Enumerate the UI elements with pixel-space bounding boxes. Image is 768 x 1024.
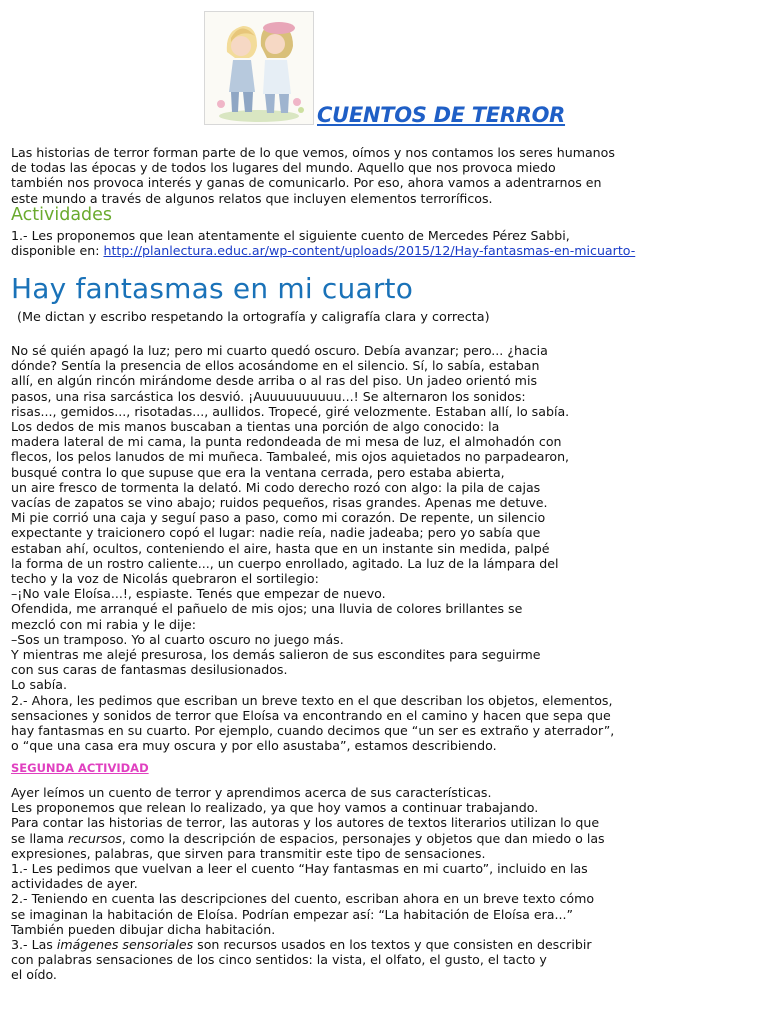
story-line: –¡No vale Eloísa...!, espiaste. Tenés que empezar de nuevo. (11, 586, 386, 602)
second-activity-line: el oído. (11, 967, 57, 983)
activity-1-source-line (11, 243, 661, 258)
story-line: estaban ahí, ocultos, conteniendo el aire, hasta que en un instante sin medida, palpé (11, 540, 550, 556)
second-activity-line: Les proponemos que relean lo realizado, ya que hoy vamos a continuar trabajando. (11, 800, 539, 816)
second-activity-line (11, 937, 651, 952)
second-activity-line: actividades de ayer. (11, 876, 138, 892)
story-link[interactable]: http://planlectura.educ.ar/wp-content/uploads/2015/12/Hay-fantasmas-en-micuarto- (103, 243, 636, 259)
emphasis-imagenes-sensoriales: imágenes sensoriales (56, 937, 194, 953)
activities-text (11, 228, 661, 258)
activities-heading: Actividades (11, 205, 113, 225)
story-line: la forma de un rostro caliente..., un cuerpo enrollado, agitado. La luz de la lámpara del (11, 555, 559, 571)
story-line: flecos, los pelos lanudos de mi muñeca. Tambaleé, mis ojos aquietados no parpadearon, (11, 449, 570, 465)
story-line: Lo sabía. (11, 677, 67, 693)
story-title: Hay fantasmas en mi cuarto (11, 272, 414, 305)
story-line: No sé quién apagó la luz; pero mi cuarto quedó oscuro. Debía avanzar; pero... ¿hacia (11, 343, 548, 358)
story-line: allí, en algún rincón mirándome desde arriba o al ras del piso. Un jadeo orientó mis (11, 373, 538, 389)
story-line: dónde? Sentía la presencia de ellos acosándome en el silencio. Sí, lo sabía, estaban (11, 358, 540, 374)
story-line: techo y la voz de Nicolás quebraron el sortilegio: (11, 571, 319, 587)
line-segment: 3.- Las (11, 937, 57, 953)
activity-2-line: 2.- Ahora, les pedimos que escriban un breve texto en el que describan los objetos, elementos, (11, 692, 613, 708)
story-line: con sus caras de fantasmas desilusionados. (11, 662, 288, 678)
story-line: vacías de zapatos se vino abajo; ruidos pequeños, risas grandes. Apenas me detuve. (11, 495, 548, 511)
story-line: mezcló con mi rabia y le dije: (11, 616, 196, 632)
second-activity-line: 1.- Les pedimos que vuelvan a leer el cuento “Hay fantasmas en mi cuarto”, incluido en las (11, 861, 588, 877)
story-line: Ofendida, me arranqué el pañuelo de mis ojos; una lluvia de colores brillantes se (11, 601, 523, 617)
story-subtitle: (Me dictan y escribo respetando la ortografía y caligrafía clara y correcta) (17, 310, 490, 325)
story-line: madera lateral de mi cama, la punta redondeada de mi mesa de luz, el almohadón con (11, 434, 562, 450)
intro-line: de todas las épocas y de todos los lugares del mundo. Aquello que nos provoca miedo (11, 160, 556, 176)
intro-line: este mundo a través de algunos relatos que incluyen elementos terroríficos. (11, 190, 493, 206)
story-line: busqué contra lo que supuse que era la ventana cerrada, pero estaba abierta, (11, 464, 505, 480)
second-activity-line: Para contar las historias de terror, las autoras y los autores de textos literarios utilizan lo que (11, 815, 600, 831)
second-activity-line (11, 831, 651, 846)
intro-line: también nos provoca interés y ganas de comunicarlo. Por eso, ahora vamos a adentrarnos en (11, 175, 602, 191)
activity-1-line: 1.- Les proponemos que lean atentamente el siguiente cuento de Mercedes Pérez Sabbi, (11, 228, 570, 243)
story-line: Los dedos de mis manos buscaban a tientas una porción de algo conocido: la (11, 419, 500, 435)
second-activity-line: Ayer leímos un cuento de terror y aprendimos acerca de sus características. (11, 785, 492, 800)
story-body (11, 343, 651, 753)
story-line: pasos, una risa sarcástica los desvió. ¡Auuuuuuuuuu...! Se alternaron los sonidos: (11, 388, 526, 404)
second-activity-line: se imaginan la habitación de Eloísa. Podrían empezar así: “La habitación de Eloísa era...” (11, 906, 574, 922)
activity-2-line: o “que una casa era muy oscura y por ello asustaba”, estamos describiendo. (11, 738, 497, 754)
story-line: risas..., gemidos..., risotadas..., aullidos. Tropecé, giré velozmente. Estaban allí, lo sabía. (11, 403, 570, 419)
second-activity-line: expresiones, palabras, que sirven para transmitir este tipo de sensaciones. (11, 845, 486, 861)
story-line: Mi pie corrió una caja y seguí paso a paso, como mi corazón. De repente, un silencio (11, 510, 546, 526)
activity-2-line: hay fantasmas en su cuarto. Por ejemplo, cuando decimos que “un ser es extraño y aterrador”, (11, 723, 615, 739)
second-activity-line: con palabras sensaciones de los cinco sentidos: la vista, el olfato, el gusto, el tacto y (11, 952, 547, 968)
activity-2-line: sensaciones y sonidos de terror que Eloísa va encontrando en el camino y hacen que sepa que (11, 707, 611, 723)
line-segment: , como la descripción de espacios, personajes y objetos que dan miedo o las (121, 830, 605, 846)
second-activity-body (11, 785, 651, 983)
line-segment: se llama (11, 830, 69, 846)
page-title: CUENTOS DE TERROR (317, 103, 566, 127)
story-line: –Sos un tramposo. Yo al cuarto oscuro no juego más. (11, 631, 344, 647)
intro-paragraph (11, 145, 631, 206)
line-segment: son recursos usados en los textos y que consisten en describir (193, 937, 592, 953)
two-girls-illustration-icon (204, 11, 314, 125)
story-line: un aire fresco de tormenta la delató. Mi codo derecho rozó con algo: la pila de cajas (11, 479, 541, 495)
story-line: expectante y traicionero copó el lugar: nadie reía, nadie jadeaba; pero yo sabía que (11, 525, 541, 541)
intro-line: Las historias de terror forman parte de lo que vemos, oímos y nos contamos los seres humanos (11, 145, 615, 160)
story-line: Y mientras me alejé presurosa, los demás salieron de sus escondites para seguirme (11, 647, 541, 663)
second-activity-line: También pueden dibujar dicha habitación. (11, 921, 276, 937)
second-activity-heading: SEGUNDA ACTIVIDAD (11, 761, 149, 775)
second-activity-line: 2.- Teniendo en cuenta las descripciones del cuento, escriban ahora en un breve texto cómo (11, 891, 595, 907)
emphasis-recursos: recursos (68, 830, 122, 846)
source-prefix: disponible en: (11, 243, 104, 259)
